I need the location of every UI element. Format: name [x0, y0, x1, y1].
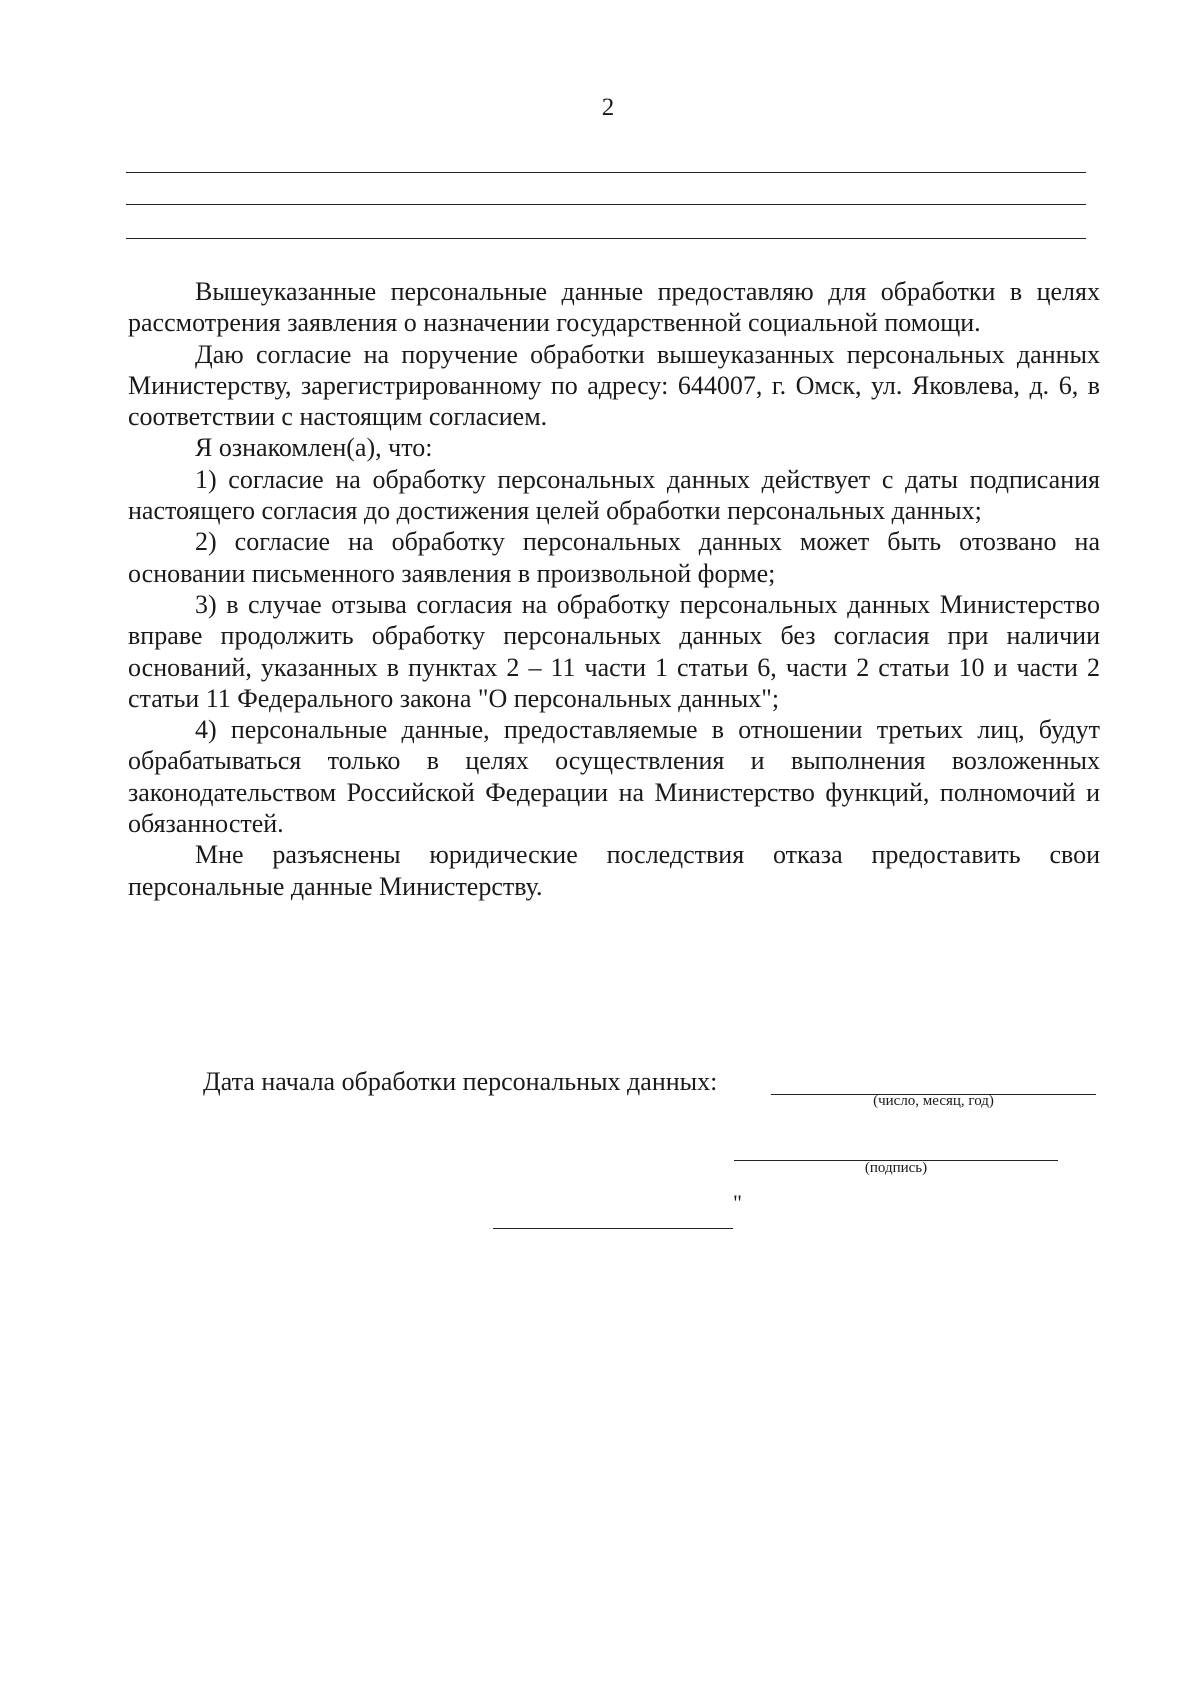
closing-quote: "	[733, 1190, 742, 1215]
paragraph-item-4: 4) персональные данные, предоставляемые в отношении третьих лиц, будут обрабатываться только в целях осуществления и выполнения возложенных законодательством Российской Федерации на Министерство функций, полномочий и обязанностей.	[128, 715, 1100, 839]
closing-line	[493, 1228, 733, 1229]
paragraph-consequences: Мне разъяснены юридические последствия отказа предоставить свои персональные данные Министерству.	[128, 840, 1100, 901]
paragraph-item-3: 3) в случае отзыва согласия на обработку персональных данных Министерство вправе продолжить обработку персональных данных без согласия при наличии оснований, указанных в пунктах 2 – 11 части 1 статьи 6, части 2 статьи 10 и части 2 статьи 11 Федерального закона "О персональных данных";	[128, 589, 1100, 713]
fill-in-line	[126, 204, 1086, 205]
paragraph-item-2: 2) согласие на обработку персональных данных может быть отозвано на основании письменного заявления в произвольной форме;	[128, 527, 1100, 588]
paragraph-purpose: Вышеуказанные персональные данные предоставляю для обработки в целях рассмотрения заявления о назначении государственной социальной помощи.	[128, 277, 1100, 338]
page-number: 2	[601, 94, 615, 121]
signature-caption: (подпись)	[864, 1160, 928, 1176]
paragraph-acknowledgement: Я ознакомлен(а), что:	[195, 433, 433, 463]
consent-body	[128, 276, 1100, 902]
paragraph-item-1: 1) согласие на обработку персональных данных действует с даты подписания настоящего согласия до достижения целей обработки персональных данных;	[128, 464, 1100, 526]
paragraph-delegation: Даю согласие на поручение обработки вышеуказанных персональных данных Министерству, зарегистрированному по адресу: 644007, г. Омск, ул. Яковлева, д. 6, в соответствии с настоящим согласием.	[128, 339, 1100, 432]
fill-in-line	[126, 238, 1086, 239]
date-label: Дата начала обработки персональных данных:	[203, 1067, 718, 1096]
fill-in-line	[126, 172, 1086, 173]
date-caption: (число, месяц, год)	[873, 1093, 994, 1109]
